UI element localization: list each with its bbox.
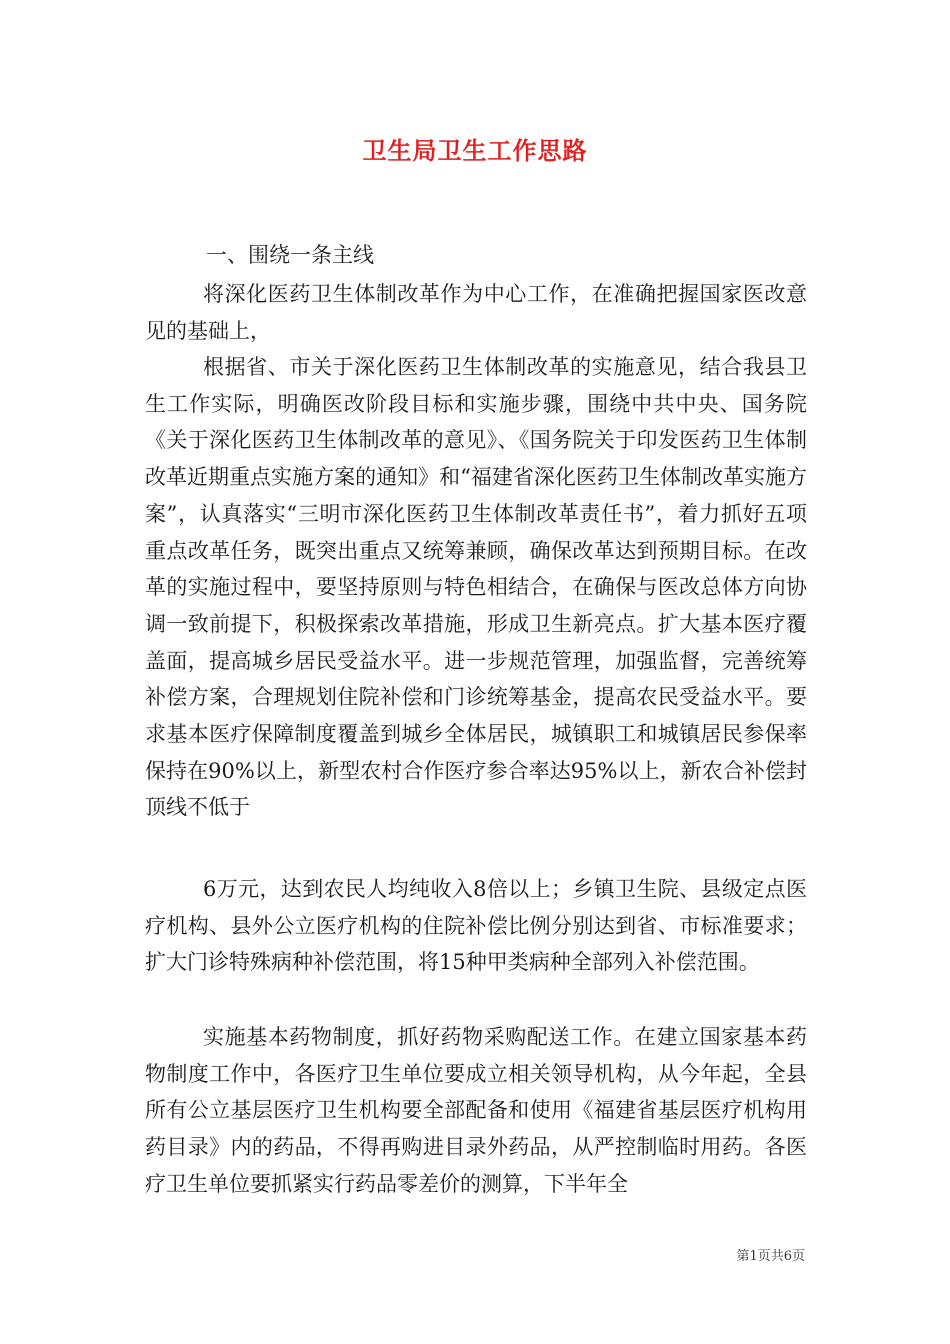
body-paragraph: 6万元，达到农民人均纯收入8倍以上；乡镇卫生院、县级定点医疗机构、县外公立医疗机构的住院补偿比例分别达到省、市标准要求；扩大门诊特殊病种补偿范围，将15种甲类病种全部列入补偿范围。 <box>145 877 807 975</box>
page-number: 第1页共6页 <box>736 1249 805 1264</box>
document-title: 卫生局卫生工作思路 <box>362 136 588 165</box>
body-paragraph: 将深化医药卫生体制改革作为中心工作，在准确把握国家医改意见的基础上， <box>145 282 807 343</box>
body-paragraph: 实施基本药物制度，抓好药物采购配送工作。在建立国家基本药物制度工作中，各医疗卫生单位要成立相关领导机构，从今年起，全县所有公立基层医疗卫生机构要全部配备和使用《福建省基层医疗机构用药目录》内的药品，不得再购进目录外药品，从严控制临时用药。各医疗卫生单位要抓紧实行药品零差价的测算，下半年全 <box>145 1025 807 1196</box>
section-heading: 一、围绕一条主线 <box>206 243 374 267</box>
body-paragraph: 根据省、市关于深化医药卫生体制改革的实施意见，结合我县卫生工作实际，明确医改阶段目标和实施步骤，围绕中共中央、国务院《关于深化医药卫生体制改革的意见》、《国务院关于印发医药卫生体制改革近期重点实施方案的通知》和“福建省深化医药卫生体制改革实施方案”，认真落实“三明市深化医药卫生体制改革责任书”，着力抓好五项重点改革任务，既突出重点又统筹兼顾，确保改革达到预期目标。在改革的实施过程中，要坚持原则与特色相结合，在确保与医改总体方向协调一致前提下，积极探索改革措施，形成卫生新亮点。扩大基本医疗覆盖面，提高城乡居民受益水平。进一步规范管理，加强监督，完善统筹补偿方案，合理规划住院补偿和门诊统筹基金，提高农民受益水平。要求基本医疗保障制度覆盖到城乡全体居民，城镇职工和城镇居民参保率保持在90%以上，新型农村合作医疗参合率达95%以上，新农合补偿封顶线不低于 <box>145 355 807 820</box>
